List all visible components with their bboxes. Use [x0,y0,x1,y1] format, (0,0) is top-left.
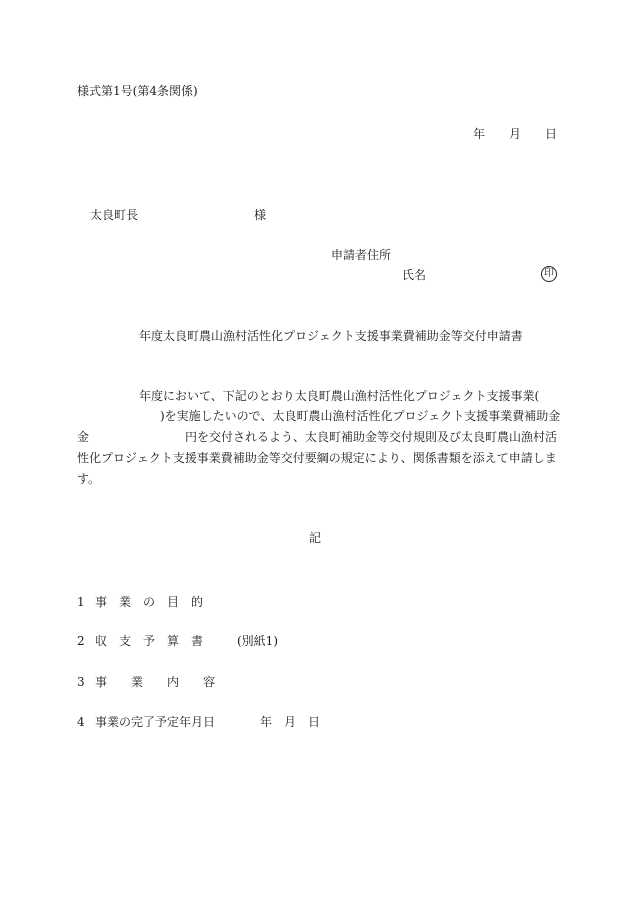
seal-mark: 印 [541,266,557,282]
document-title: 年度太良町農山漁村活性化プロジェクト支援事業費補助金等交付申請書 [139,329,523,343]
ki-heading: 記 [309,531,322,545]
item-label: 事 業 の 目 的 [95,595,204,609]
applicant-name-label: 氏名 [402,268,427,282]
applicant-address-label: 申請者住所 [331,248,392,262]
item-label: 事 業 内 容 [95,675,216,689]
item-number: 2 [77,634,85,648]
date-line: 年 月 日 [473,127,558,141]
body-line-3: 円を交付されるよう、太良町補助金等交付規則及び太良町農山漁村活 [185,430,558,444]
item-number: 1 [77,595,85,609]
item-date: 年 月 日 [260,715,321,729]
item-label: 事業の完了予定年月日 [95,715,216,729]
item-number: 4 [77,715,85,729]
body-line-4: 性化プロジェクト支援事業費補助金等交付要綱の規定により、関係書類を添えて申請しま [77,451,557,465]
addressee-name: 太良町長 [90,208,139,222]
body-line-5: す。 [77,472,101,486]
body-line-1: 年度において、下記のとおり太良町農山漁村活性化プロジェクト支援事業( [139,389,540,403]
form-number: 様式第1号(第4条関係) [77,84,198,98]
item-note: (別紙1) [237,634,278,648]
body-line-2: )を実施したいので、太良町農山漁村活性化プロジェクト支援事業費補助金 [160,409,561,423]
item-number: 3 [77,675,85,689]
item-label: 収 支 予 算 書 [95,634,204,648]
body-line-3-prefix: 金 [77,430,90,444]
addressee-honorific: 様 [254,208,267,222]
